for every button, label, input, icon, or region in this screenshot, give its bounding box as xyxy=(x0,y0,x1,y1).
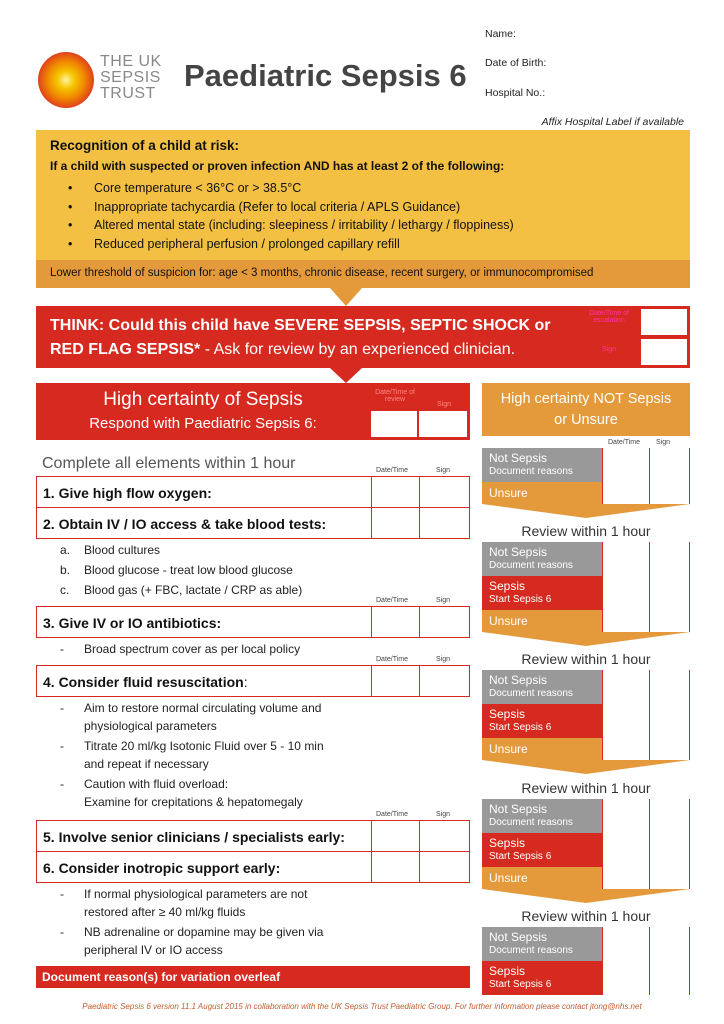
row-label: Not Sepsis xyxy=(489,673,548,687)
step-title: 3. Give IV or IO antibiotics: xyxy=(43,615,222,631)
col-datetime-label: Date/Time xyxy=(376,811,409,818)
sign-field[interactable] xyxy=(650,867,690,889)
escalation-sign-label: Sign xyxy=(601,346,616,353)
escalation-datetime-field[interactable] xyxy=(640,308,688,336)
list-item xyxy=(60,775,303,811)
sepsis-row xyxy=(482,961,690,995)
item-text: peripheral IV or IO access xyxy=(84,943,223,957)
sign-field[interactable] xyxy=(650,670,690,704)
sign-field[interactable] xyxy=(650,738,690,760)
item-text: Blood glucose - treat low blood glucose xyxy=(84,563,293,577)
step-inotropic xyxy=(36,851,470,883)
datetime-field[interactable] xyxy=(602,670,650,704)
list-item: • Altered mental state (including: sleepiness / irritability / lethargy / floppiness) xyxy=(50,216,690,235)
recognition-box xyxy=(36,130,690,260)
col-datetime-label: Date/Time xyxy=(608,439,641,446)
list-item xyxy=(60,923,323,959)
down-arrow-icon xyxy=(482,889,690,903)
datetime-field[interactable] xyxy=(602,799,650,833)
sepsis-row xyxy=(482,833,690,867)
datetime-field[interactable] xyxy=(602,927,650,961)
datetime-field[interactable] xyxy=(371,852,419,882)
datetime-field[interactable] xyxy=(602,738,650,760)
high-certainty-box xyxy=(36,383,470,440)
sign-field[interactable] xyxy=(650,576,690,610)
sign-field[interactable] xyxy=(650,704,690,738)
complete-instruction: Complete all elements within 1 hour xyxy=(42,455,296,472)
step-title: 1. Give high flow oxygen: xyxy=(43,485,212,501)
name-label: Name: xyxy=(485,28,516,40)
step-title xyxy=(43,674,248,690)
row-label: Unsure xyxy=(489,871,528,885)
review-datetime-label: Date/Time of review xyxy=(375,389,415,403)
review-sign-label: Sign xyxy=(436,401,451,408)
item-marker: b. xyxy=(60,563,71,577)
list-item xyxy=(60,885,307,921)
unsure-row xyxy=(482,610,690,632)
hospital-label: Hospital No.: xyxy=(485,87,546,99)
row-label: Not Sepsis xyxy=(489,802,548,816)
row-sublabel: Start Sepsis 6 xyxy=(489,594,552,605)
row-sublabel: Document reasons xyxy=(489,560,573,571)
row-label: Sepsis xyxy=(489,964,526,978)
row-label: Not Sepsis xyxy=(489,930,548,944)
item-marker: - xyxy=(60,887,64,901)
item-marker: - xyxy=(60,739,64,753)
row-label: Sepsis xyxy=(489,836,526,850)
item-marker: - xyxy=(60,701,64,715)
review-label: Review within 1 hour xyxy=(521,908,651,924)
footer-note: Paediatric Sepsis 6 version 11.1 August 2015 in collaboration with the UK Sepsis Trust Paediatric Group. For further information please contact jtong@nhs.net xyxy=(82,1002,642,1011)
col-sign-label: Sign xyxy=(436,467,451,474)
list-item: • Inappropriate tachycardia (Refer to local criteria / APLS Guidance) xyxy=(50,198,690,217)
row-label: Unsure xyxy=(489,486,528,500)
datetime-field[interactable] xyxy=(602,542,650,576)
row-label: Unsure xyxy=(489,614,528,628)
row-sublabel: Start Sepsis 6 xyxy=(489,722,552,733)
think-line1: THINK: Could this child have SEVERE SEPSIS, SEPTIC SHOCK or xyxy=(50,317,551,334)
lower-threshold: Lower threshold of suspicion for: age < 3 months, chronic disease, recent surgery, or immunocompromised xyxy=(36,260,690,288)
item-marker: a. xyxy=(60,543,71,557)
escalation-datetime-label: Date/Time of escalation xyxy=(589,310,629,324)
row-sublabel: Start Sepsis 6 xyxy=(489,851,552,862)
step-antibiotics xyxy=(36,606,470,638)
sign-field[interactable] xyxy=(650,482,690,504)
unsure-row xyxy=(482,867,690,889)
down-arrow-icon xyxy=(482,760,690,774)
page-title: Paediatric Sepsis 6 xyxy=(184,58,467,93)
sign-field[interactable] xyxy=(419,666,469,696)
row-sublabel: Document reasons xyxy=(489,688,573,699)
step-oxygen xyxy=(36,476,470,508)
criteria-list xyxy=(50,179,690,253)
logo-line: TRUST xyxy=(100,85,156,102)
sign-field[interactable] xyxy=(419,821,469,851)
down-arrow-icon xyxy=(482,504,690,518)
step-title: 6. Consider inotropic support early: xyxy=(43,860,281,876)
review-sign-field[interactable] xyxy=(418,410,468,438)
col-sign-label: Sign xyxy=(656,439,671,446)
not-sepsis-row xyxy=(482,670,690,704)
col-sign-label: Sign xyxy=(436,597,451,604)
sepsis-trust-logo-icon xyxy=(38,52,94,108)
sign-field[interactable] xyxy=(419,852,469,882)
datetime-field[interactable] xyxy=(602,610,650,632)
list-item xyxy=(60,581,302,599)
list-item xyxy=(60,737,324,773)
row-label: Not Sepsis xyxy=(489,545,548,559)
step-fluid xyxy=(36,665,470,697)
item-text: If normal physiological parameters are not xyxy=(84,887,308,901)
sign-field[interactable] xyxy=(419,477,469,507)
dob-label: Date of Birth: xyxy=(485,57,547,69)
datetime-field[interactable] xyxy=(371,508,419,538)
item-marker: - xyxy=(60,642,64,656)
think-line2 xyxy=(50,338,551,362)
datetime-field[interactable] xyxy=(602,576,650,610)
sign-field[interactable] xyxy=(650,961,690,995)
think-text xyxy=(50,314,551,362)
escalation-sign-field[interactable] xyxy=(640,338,688,366)
red-flag-text: RED FLAG SEPSIS* xyxy=(50,341,201,358)
down-arrow-icon xyxy=(330,288,362,306)
col-sign-label: Sign xyxy=(436,811,451,818)
item-marker: - xyxy=(60,925,64,939)
list-item xyxy=(60,699,321,735)
unsure-row xyxy=(482,738,690,760)
recognition-subheading: If a child with suspected or proven infection AND has at least 2 of the following: xyxy=(50,159,505,173)
datetime-field[interactable] xyxy=(371,607,419,637)
sepsis-row xyxy=(482,704,690,738)
datetime-field[interactable] xyxy=(602,482,650,504)
high-certainty-title: High certainty of Sepsis xyxy=(103,389,303,410)
sepsis-row xyxy=(482,576,690,610)
review-label: Review within 1 hour xyxy=(521,651,651,667)
col-datetime-label: Date/Time xyxy=(376,467,409,474)
row-label: Sepsis xyxy=(489,579,526,593)
item-text: Broad spectrum cover as per local policy xyxy=(84,642,301,656)
datetime-field[interactable] xyxy=(602,448,650,482)
unsure-row xyxy=(482,482,690,504)
item-text: NB adrenaline or dopamine may be given via xyxy=(84,925,324,939)
item-marker: - xyxy=(60,777,64,791)
high-certainty-subtitle: Respond with Paediatric Sepsis 6: xyxy=(89,415,317,432)
think-banner xyxy=(36,306,690,368)
review-label: Review within 1 hour xyxy=(521,523,651,539)
review-datetime-field[interactable] xyxy=(370,410,418,438)
sign-field[interactable] xyxy=(650,927,690,961)
step-title-text: 4. Consider fluid resuscitation xyxy=(43,674,244,690)
datetime-field[interactable] xyxy=(602,704,650,738)
not-sepsis-row xyxy=(482,927,690,961)
col-datetime-label: Date/Time xyxy=(376,597,409,604)
item-text: Caution with fluid overload: xyxy=(84,777,229,791)
step-title: 5. Involve senior clinicians / specialists early: xyxy=(43,829,345,845)
col-sign-label: Sign xyxy=(436,656,451,663)
logo-line: THE UK xyxy=(100,53,162,70)
item-text: Aim to restore normal circulating volume and xyxy=(84,701,322,715)
row-sublabel: Document reasons xyxy=(489,945,573,956)
not-sepsis-row xyxy=(482,542,690,576)
not-sepsis-box xyxy=(482,383,690,436)
list-item: • Reduced peripheral perfusion / prolonged capillary refill xyxy=(50,235,690,254)
step-title: 2. Obtain IV / IO access & take blood tests: xyxy=(43,516,327,532)
sign-field[interactable] xyxy=(419,607,469,637)
datetime-field[interactable] xyxy=(371,477,419,507)
item-text: Blood cultures xyxy=(84,543,161,557)
variation-reasons-bar: Document reason(s) for variation overleaf xyxy=(36,966,470,988)
datetime-field[interactable] xyxy=(371,666,419,696)
sign-field[interactable] xyxy=(650,833,690,867)
affix-label: Affix Hospital Label if available xyxy=(541,116,684,128)
datetime-field[interactable] xyxy=(602,833,650,867)
list-item xyxy=(60,640,300,658)
logo-line: SEPSIS xyxy=(100,69,161,86)
row-label: Sepsis xyxy=(489,707,526,721)
row-sublabel: Document reasons xyxy=(489,466,573,477)
review-text: - Ask for review by an experienced clinician. xyxy=(200,341,516,358)
item-text: Examine for crepitations & hepatomegaly xyxy=(84,795,303,809)
row-label: Unsure xyxy=(489,742,528,756)
item-text: physiological parameters xyxy=(84,719,217,733)
datetime-field[interactable] xyxy=(371,821,419,851)
step-title-colon: : xyxy=(243,674,248,690)
item-text: Blood gas (+ FBC, lactate / CRP as able) xyxy=(84,583,303,597)
step-iv-access xyxy=(36,507,470,539)
col-datetime-label: Date/Time xyxy=(376,656,409,663)
recognition-heading: Recognition of a child at risk: xyxy=(50,138,240,153)
datetime-field[interactable] xyxy=(602,961,650,995)
datetime-field[interactable] xyxy=(602,867,650,889)
not-sepsis-row xyxy=(482,448,690,482)
not-sepsis-title: High certainty NOT Sepsis xyxy=(500,391,672,407)
down-arrow-icon xyxy=(482,632,690,646)
item-text: Titrate 20 ml/kg Isotonic Fluid over 5 - 10 min xyxy=(84,739,324,753)
sign-field[interactable] xyxy=(650,799,690,833)
down-arrow-icon xyxy=(330,368,362,383)
list-item xyxy=(60,541,160,559)
logo-wordmark xyxy=(100,54,162,102)
list-item xyxy=(60,561,293,579)
row-sublabel: Document reasons xyxy=(489,817,573,828)
step-senior xyxy=(36,820,470,852)
item-marker: c. xyxy=(60,583,70,597)
sign-field[interactable] xyxy=(650,542,690,576)
review-label: Review within 1 hour xyxy=(521,780,651,796)
item-text: restored after ≥ 40 ml/kg fluids xyxy=(84,905,246,919)
row-label: Not Sepsis xyxy=(489,451,548,465)
sign-field[interactable] xyxy=(650,610,690,632)
not-sepsis-subtitle: or Unsure xyxy=(554,412,618,428)
list-item: • Core temperature < 36°C or > 38.5°C xyxy=(50,179,690,198)
not-sepsis-row xyxy=(482,799,690,833)
sign-field[interactable] xyxy=(650,448,690,482)
sign-field[interactable] xyxy=(419,508,469,538)
row-sublabel: Start Sepsis 6 xyxy=(489,979,552,990)
item-text: and repeat if necessary xyxy=(84,757,209,771)
